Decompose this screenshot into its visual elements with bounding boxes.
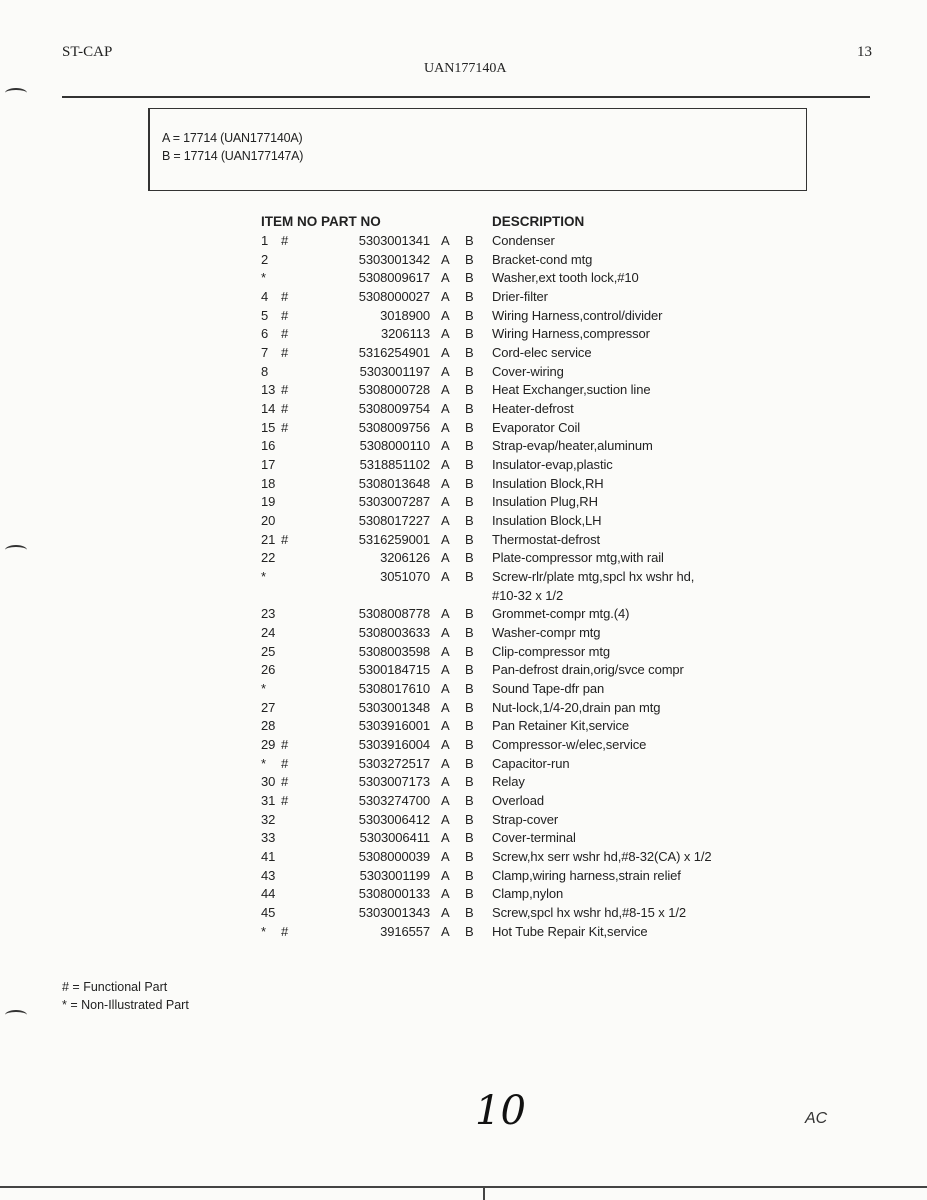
cell-desc: Wiring Harness,control/divider xyxy=(492,307,663,323)
cell-desc: Strap-cover xyxy=(492,811,559,827)
cell-item: 21 xyxy=(261,531,276,547)
cell-part: 5303001342 xyxy=(358,251,430,267)
cell-a: A xyxy=(441,774,450,790)
cell-desc: Condenser xyxy=(492,233,555,248)
cell-b: B xyxy=(465,793,474,809)
table-row xyxy=(0,270,927,288)
cell-b: B xyxy=(465,849,474,865)
punch-hole-mark-icon xyxy=(5,1010,27,1020)
cell-a: A xyxy=(441,326,450,342)
page-number: 13 xyxy=(857,44,872,60)
cell-b: B xyxy=(465,270,474,286)
cell-b: B xyxy=(465,419,474,435)
cell-desc: Thermostat-defrost xyxy=(492,531,601,547)
cell-a: A xyxy=(441,737,450,753)
cell-a: A xyxy=(441,494,450,510)
column-header-item-part: ITEM NO PART NO xyxy=(261,214,381,229)
cell-b: B xyxy=(465,307,474,323)
cell-part: 5308017610 xyxy=(358,681,430,697)
cell-b: B xyxy=(465,251,474,267)
cell-a: A xyxy=(441,830,450,846)
cell-b: B xyxy=(465,886,474,902)
header-rule xyxy=(62,96,870,98)
cell-item: 23 xyxy=(261,606,276,622)
table-row xyxy=(0,681,927,699)
table-row xyxy=(0,606,927,624)
cell-part: 5316254901 xyxy=(358,345,430,361)
cell-part: 5303001199 xyxy=(359,867,430,883)
cell-item: 15 xyxy=(261,419,276,435)
table-row xyxy=(0,644,927,662)
cell-desc: Washer-compr mtg xyxy=(492,625,601,641)
cell-item: * xyxy=(261,923,266,939)
cell-flag: # xyxy=(281,737,289,753)
cell-a: A xyxy=(441,867,450,883)
cell-item: 6 xyxy=(261,326,269,342)
cell-item: 8 xyxy=(261,363,269,379)
cell-item: 41 xyxy=(261,849,276,865)
cell-a: A xyxy=(441,905,450,921)
table-row xyxy=(0,532,927,550)
cell-a: A xyxy=(441,681,450,697)
table-row xyxy=(0,718,927,736)
table-row xyxy=(0,382,927,400)
table-row xyxy=(0,345,927,363)
cell-item: 27 xyxy=(261,699,276,715)
cell-desc: Pan Retainer Kit,service xyxy=(492,718,630,734)
cell-item: 1 xyxy=(261,233,269,248)
table-row xyxy=(0,308,927,326)
cell-desc: Insulator-evap,plastic xyxy=(492,457,613,473)
cell-desc: Screw-rlr/plate mtg,spcl hx wshr hd, xyxy=(492,569,695,585)
cell-desc: Clamp,nylon xyxy=(492,886,564,902)
cell-desc: Grommet-compr mtg.(4) xyxy=(492,606,630,622)
cell-a: A xyxy=(441,345,450,361)
cell-a: A xyxy=(441,233,450,248)
table-row xyxy=(0,420,927,438)
cell-item: 4 xyxy=(261,289,269,304)
cell-flag: # xyxy=(281,289,289,304)
cell-flag: # xyxy=(281,923,289,939)
cell-a: A xyxy=(441,550,450,566)
model-key-b: B = 17714 (UAN177147A) xyxy=(162,149,304,163)
table-row xyxy=(0,364,927,382)
cell-part: 5303007287 xyxy=(358,494,430,510)
cell-b: B xyxy=(465,662,474,678)
cell-part: 5308013648 xyxy=(358,475,430,491)
cell-a: A xyxy=(441,289,450,304)
cell-a: A xyxy=(441,699,450,715)
model-key-box xyxy=(148,108,807,191)
cell-b: B xyxy=(465,681,474,697)
cell-desc: Evaporator Coil xyxy=(492,419,581,435)
cell-a: A xyxy=(441,307,450,323)
cell-item: 19 xyxy=(261,494,276,510)
table-row xyxy=(0,588,927,606)
cell-b: B xyxy=(465,438,474,454)
table-row xyxy=(0,793,927,811)
cell-a: A xyxy=(441,718,450,734)
cell-b: B xyxy=(465,606,474,622)
cell-part: 5303916004 xyxy=(358,737,430,753)
table-row xyxy=(0,812,927,830)
header-left: ST-CAP xyxy=(62,44,113,60)
table-row xyxy=(0,550,927,568)
cell-b: B xyxy=(465,830,474,846)
table-row xyxy=(0,886,927,904)
table-row xyxy=(0,289,927,307)
bottom-rule xyxy=(0,1186,927,1188)
cell-flag: # xyxy=(281,774,289,790)
table-row xyxy=(0,252,927,270)
cell-b: B xyxy=(465,326,474,342)
cell-flag: # xyxy=(281,233,289,248)
cell-desc: Relay xyxy=(492,774,525,790)
cell-part: 5308003598 xyxy=(358,643,430,659)
table-row xyxy=(0,868,927,886)
cell-part: 3206113 xyxy=(381,326,430,342)
cell-b: B xyxy=(465,401,474,417)
cell-desc: Overload xyxy=(492,793,544,809)
cell-desc: Heater-defrost xyxy=(492,401,574,417)
cell-b: B xyxy=(465,774,474,790)
cell-b: B xyxy=(465,625,474,641)
table-row xyxy=(0,924,927,942)
cell-b: B xyxy=(465,345,474,361)
cell-item: 18 xyxy=(261,475,276,491)
cell-desc: Hot Tube Repair Kit,service xyxy=(492,923,648,939)
cell-part: 5308000027 xyxy=(358,289,430,304)
cell-b: B xyxy=(465,363,474,379)
cell-item: 26 xyxy=(261,662,276,678)
cell-b: B xyxy=(465,513,474,529)
table-row xyxy=(0,438,927,456)
cell-part: 3916557 xyxy=(380,923,430,939)
cell-desc: Heat Exchanger,suction line xyxy=(492,382,651,398)
model-key-a: A = 17714 (UAN177140A) xyxy=(162,131,303,145)
cell-item: 17 xyxy=(261,457,276,473)
cell-flag: # xyxy=(281,326,289,342)
cell-a: A xyxy=(441,643,450,659)
cell-b: B xyxy=(465,457,474,473)
cell-a: A xyxy=(441,793,450,809)
cell-b: B xyxy=(465,494,474,510)
cell-b: B xyxy=(465,923,474,939)
table-row xyxy=(0,457,927,475)
cell-desc: Cover-wiring xyxy=(492,363,564,379)
cell-a: A xyxy=(441,401,450,417)
cell-b: B xyxy=(465,382,474,398)
cell-part: 5303001341 xyxy=(358,233,430,248)
cell-part: 5308009617 xyxy=(358,270,430,286)
cell-desc: Pan-defrost drain,orig/svce compr xyxy=(492,662,684,678)
cell-a: A xyxy=(441,849,450,865)
cell-part: 5303006412 xyxy=(358,811,430,827)
cell-a: A xyxy=(441,270,450,286)
cell-part: 5303001348 xyxy=(358,699,430,715)
table-row xyxy=(0,233,927,251)
cell-item: 13 xyxy=(261,382,276,398)
cell-item: * xyxy=(261,681,266,697)
cell-desc: #10-32 x 1/2 xyxy=(492,587,564,603)
cell-b: B xyxy=(465,475,474,491)
table-row xyxy=(0,625,927,643)
cell-desc: Capacitor-run xyxy=(492,755,570,771)
table-row xyxy=(0,401,927,419)
bottom-tick xyxy=(483,1186,485,1200)
cell-part: 5308000728 xyxy=(358,382,430,398)
cell-desc: Washer,ext tooth lock,#10 xyxy=(492,270,639,286)
cell-part: 5303274700 xyxy=(358,793,430,809)
cell-desc: Cord-elec service xyxy=(492,345,592,361)
table-row xyxy=(0,494,927,512)
cell-desc: Clamp,wiring harness,strain relief xyxy=(492,867,681,883)
cell-part: 5308000133 xyxy=(358,886,430,902)
cell-desc: Insulation Block,LH xyxy=(492,513,602,529)
cell-item: * xyxy=(261,569,266,585)
cell-item: 5 xyxy=(261,307,269,323)
cell-b: B xyxy=(465,718,474,734)
cell-desc: Cover-terminal xyxy=(492,830,576,846)
cell-desc: Clip-compressor mtg xyxy=(492,643,611,659)
table-row xyxy=(0,905,927,923)
cell-a: A xyxy=(441,886,450,902)
cell-desc: Screw,hx serr wshr hd,#8-32(CA) x 1/2 xyxy=(492,849,712,865)
cell-part: 5308008778 xyxy=(358,606,430,622)
cell-b: B xyxy=(465,569,474,585)
cell-a: A xyxy=(441,811,450,827)
cell-b: B xyxy=(465,867,474,883)
cell-flag: # xyxy=(281,419,289,435)
table-row xyxy=(0,476,927,494)
header-model: UAN177140A xyxy=(424,61,507,76)
cell-b: B xyxy=(465,233,474,248)
cell-a: A xyxy=(441,382,450,398)
cell-flag: # xyxy=(281,755,289,771)
punch-hole-mark-icon xyxy=(5,88,27,98)
cell-item: 14 xyxy=(261,401,276,417)
cell-b: B xyxy=(465,755,474,771)
cell-part: 5316259001 xyxy=(358,531,430,547)
cell-desc: Plate-compressor mtg,with rail xyxy=(492,550,664,566)
cell-item: 44 xyxy=(261,886,276,902)
cell-desc: Bracket-cond mtg xyxy=(492,251,593,267)
table-row xyxy=(0,830,927,848)
cell-desc: Strap-evap/heater,aluminum xyxy=(492,438,653,454)
table-row xyxy=(0,774,927,792)
cell-b: B xyxy=(465,643,474,659)
cell-desc: Compressor-w/elec,service xyxy=(492,737,647,753)
cell-a: A xyxy=(441,662,450,678)
cell-a: A xyxy=(441,438,450,454)
cell-flag: # xyxy=(281,382,289,398)
cell-part: 5303007173 xyxy=(358,774,430,790)
cell-part: 5308000110 xyxy=(359,438,430,454)
cell-item: 28 xyxy=(261,718,276,734)
cell-part: 5303006411 xyxy=(359,830,430,846)
table-row xyxy=(0,513,927,531)
cell-desc: Insulation Block,RH xyxy=(492,475,604,491)
handwritten-number: 10 xyxy=(475,1088,526,1134)
table-row xyxy=(0,756,927,774)
cell-flag: # xyxy=(281,793,289,809)
cell-part: 5303001343 xyxy=(358,905,430,921)
cell-a: A xyxy=(441,569,450,585)
cell-desc: Drier-filter xyxy=(492,289,548,304)
cell-a: A xyxy=(441,513,450,529)
cell-item: 31 xyxy=(261,793,276,809)
cell-a: A xyxy=(441,419,450,435)
cell-desc: Wiring Harness,compressor xyxy=(492,326,650,342)
cell-item: 45 xyxy=(261,905,276,921)
cell-a: A xyxy=(441,625,450,641)
cell-item: 20 xyxy=(261,513,276,529)
cell-flag: # xyxy=(281,345,289,361)
cell-b: B xyxy=(465,699,474,715)
handwritten-initials: AC xyxy=(805,1110,828,1127)
cell-b: B xyxy=(465,811,474,827)
cell-desc: Screw,spcl hx wshr hd,#8-15 x 1/2 xyxy=(492,905,686,921)
table-row xyxy=(0,849,927,867)
cell-part: 5308009756 xyxy=(358,419,430,435)
cell-a: A xyxy=(441,923,450,939)
cell-item: 7 xyxy=(261,345,269,361)
table-row xyxy=(0,700,927,718)
cell-part: 5308003633 xyxy=(358,625,430,641)
cell-item: 16 xyxy=(261,438,276,454)
cell-a: A xyxy=(441,475,450,491)
cell-item: 29 xyxy=(261,737,276,753)
cell-item: 2 xyxy=(261,251,269,267)
cell-a: A xyxy=(441,251,450,267)
cell-part: 5303916001 xyxy=(358,718,430,734)
cell-item: 25 xyxy=(261,643,276,659)
cell-b: B xyxy=(465,737,474,753)
cell-desc: Insulation Plug,RH xyxy=(492,494,598,510)
cell-desc: Sound Tape-dfr pan xyxy=(492,681,605,697)
cell-flag: # xyxy=(281,307,289,323)
cell-a: A xyxy=(441,755,450,771)
cell-b: B xyxy=(465,531,474,547)
table-row xyxy=(0,569,927,587)
table-row xyxy=(0,326,927,344)
cell-item: 43 xyxy=(261,867,276,883)
cell-a: A xyxy=(441,531,450,547)
cell-b: B xyxy=(465,905,474,921)
cell-desc: Nut-lock,1/4-20,drain pan mtg xyxy=(492,699,661,715)
legend-functional: # = Functional Part xyxy=(62,980,168,994)
cell-item: 30 xyxy=(261,774,276,790)
cell-b: B xyxy=(465,289,474,304)
cell-part: 5300184715 xyxy=(358,662,430,678)
cell-item: 24 xyxy=(261,625,276,641)
cell-item: 22 xyxy=(261,550,276,566)
cell-b: B xyxy=(465,550,474,566)
cell-item: 33 xyxy=(261,830,276,846)
column-header-description: DESCRIPTION xyxy=(492,214,585,229)
cell-part: 5303272517 xyxy=(358,755,430,771)
cell-part: 5318851102 xyxy=(359,457,430,473)
cell-item: 32 xyxy=(261,811,276,827)
cell-part: 5308000039 xyxy=(358,849,430,865)
cell-part: 3051070 xyxy=(380,569,430,585)
cell-item: * xyxy=(261,755,266,771)
cell-part: 5303001197 xyxy=(359,363,430,379)
cell-part: 3018900 xyxy=(380,307,430,323)
table-row xyxy=(0,737,927,755)
cell-part: 5308017227 xyxy=(358,513,430,529)
cell-part: 5308009754 xyxy=(358,401,430,417)
cell-a: A xyxy=(441,363,450,379)
legend-non-illustrated: * = Non-Illustrated Part xyxy=(62,998,189,1012)
cell-a: A xyxy=(441,457,450,473)
cell-item: * xyxy=(261,270,266,286)
cell-flag: # xyxy=(281,531,289,547)
table-row xyxy=(0,662,927,680)
cell-a: A xyxy=(441,606,450,622)
cell-flag: # xyxy=(281,401,289,417)
cell-part: 3206126 xyxy=(380,550,430,566)
